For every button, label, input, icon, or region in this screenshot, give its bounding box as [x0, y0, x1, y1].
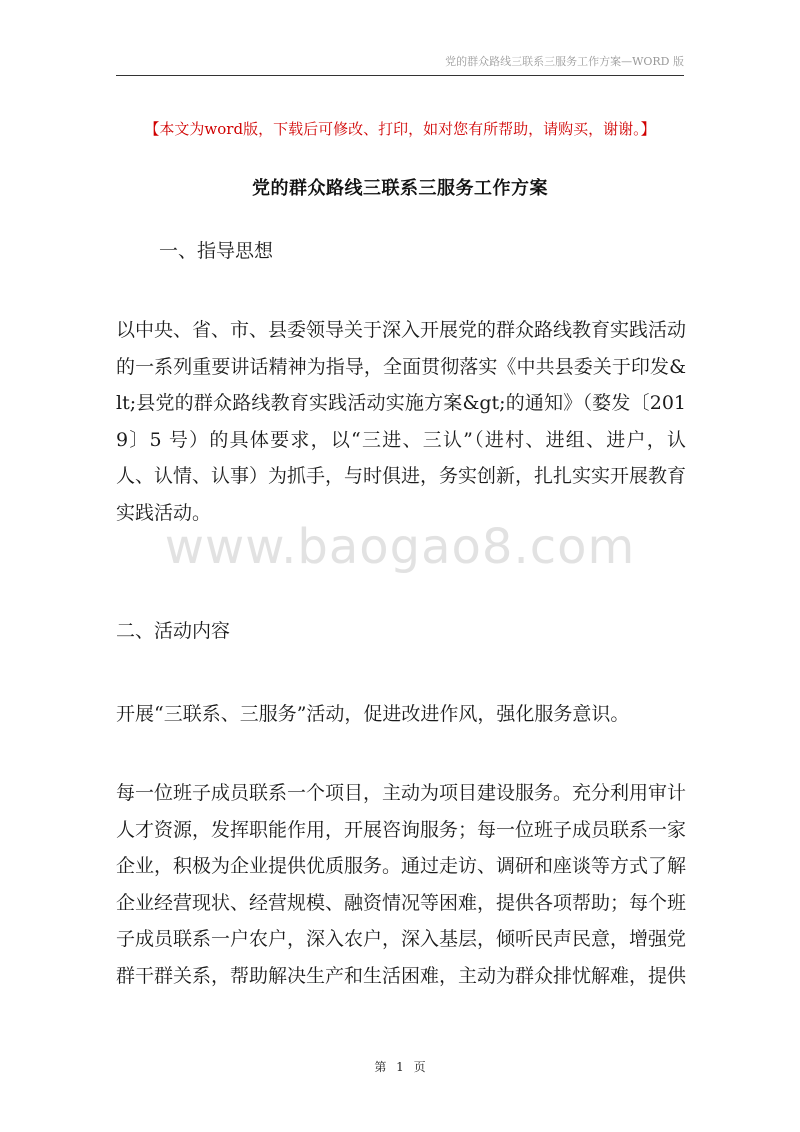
purchase-notice: 【本文为word版，下载后可修改、打印，如对您有所帮助，请购买，谢谢。】 — [144, 120, 656, 138]
watermark: www.baogao8.com — [164, 519, 636, 575]
page-prefix: 第 — [374, 1060, 387, 1074]
section-1-heading: 一、指导思想 — [159, 240, 274, 262]
document-title: 党的群众路线三联系三服务工作方案 — [252, 178, 548, 199]
header-divider — [116, 75, 684, 76]
page-footer — [0, 1058, 800, 1075]
page-number: 1 — [396, 1060, 404, 1074]
section-2-heading: 二、活动内容 — [116, 620, 231, 642]
section-2-intro-paragraph: 开展“三联系、三服务”活动，促进改进作风，强化服务意识。 — [116, 703, 630, 725]
running-header: 党的群众路线三联系三服务工作方案—WORD 版 — [445, 55, 684, 68]
section-2-body-paragraph: 每一位班子成员联系一个项目，主动为项目建设服务。充分利用审计人才资源，发挥职能作用，开展咨询服务；每一位班子成员联系一家企业，积极为企业提供优质服务。通过走访、调研和座谈等方式了解企业经营现状、经营规模、融资情况等困难，提供各项帮助；每个班子成员联系一户农户，深入农户，深入基层，倾听民声民意，增强党群干群关系，帮助解决生产和生活困难，主动为群众排忧解难，提供 — [116, 782, 687, 987]
section-1-paragraph: 以中央、省、市、县委领导关于深入开展党的群众路线教育实践活动的一系列重要讲话精神为指导，全面贯彻落实《中共县委关于印发&lt;县党的群众路线教育实践活动实施方案&gt;的通知》（婺发〔2019〕5 号）的具体要求，以“三进、三认”（进村、进组、进户，认人、认情、认事）为抓手，与时俱进，务实创新，扎扎实实开展教育实践活动。 — [116, 319, 687, 524]
page-suffix: 页 — [413, 1060, 426, 1074]
